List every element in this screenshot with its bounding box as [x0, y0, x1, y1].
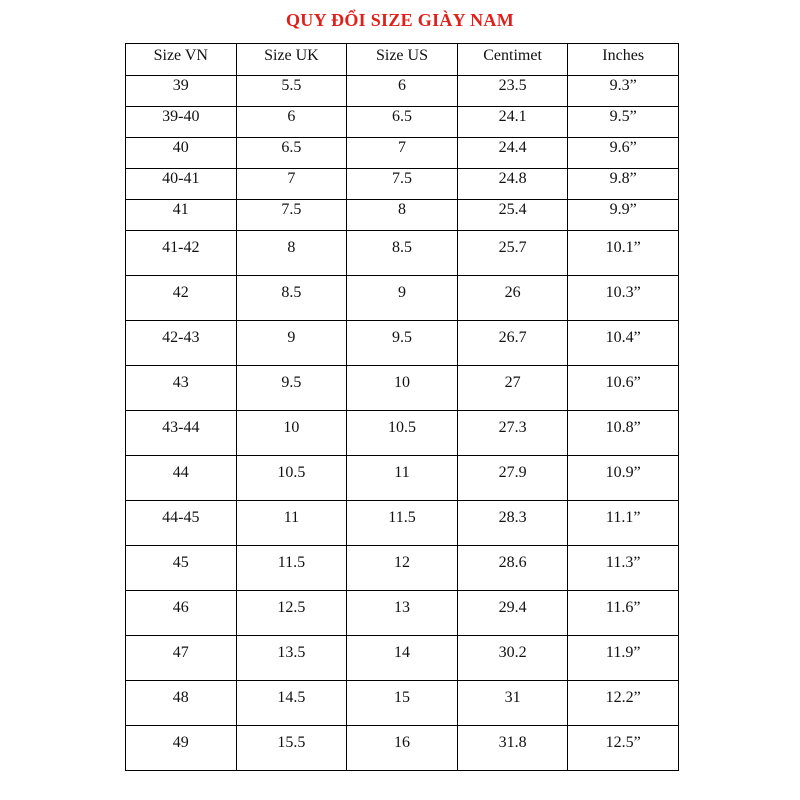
cell-size-us: 6.5: [347, 107, 458, 138]
header-size-uk: Size UK: [236, 44, 347, 76]
table-row: [126, 501, 679, 546]
header-centimet: Centimet: [457, 44, 568, 76]
cell-size-us: 12: [347, 546, 458, 591]
table-row: [126, 231, 679, 276]
cell-size-uk: 11.5: [236, 546, 347, 591]
cell-size-vn: 41: [126, 200, 237, 231]
cell-size-uk: 7.5: [236, 200, 347, 231]
cell-centimet: 24.4: [457, 138, 568, 169]
cell-inches: 10.8”: [568, 411, 679, 456]
cell-centimet: 27.9: [457, 456, 568, 501]
cell-inches: 12.2”: [568, 681, 679, 726]
cell-size-uk: 14.5: [236, 681, 347, 726]
cell-size-us: 16: [347, 726, 458, 771]
table-row: [126, 200, 679, 231]
cell-size-vn: 44-45: [126, 501, 237, 546]
table-row: [126, 411, 679, 456]
cell-size-us: 9: [347, 276, 458, 321]
cell-size-vn: 49: [126, 726, 237, 771]
cell-size-us: 11.5: [347, 501, 458, 546]
table-row: [126, 321, 679, 366]
cell-inches: 10.6”: [568, 366, 679, 411]
cell-size-vn: 45: [126, 546, 237, 591]
table-row: [126, 591, 679, 636]
cell-size-vn: 42: [126, 276, 237, 321]
table-row: [126, 138, 679, 169]
table-row: [126, 546, 679, 591]
cell-size-vn: 42-43: [126, 321, 237, 366]
cell-inches: 11.3”: [568, 546, 679, 591]
table-row: [126, 107, 679, 138]
cell-size-us: 8: [347, 200, 458, 231]
size-conversion-table: [125, 43, 679, 771]
table-header-row: [126, 44, 679, 76]
cell-size-us: 6: [347, 76, 458, 107]
cell-size-vn: 48: [126, 681, 237, 726]
cell-centimet: 23.5: [457, 76, 568, 107]
cell-centimet: 28.6: [457, 546, 568, 591]
cell-size-us: 14: [347, 636, 458, 681]
cell-inches: 10.4”: [568, 321, 679, 366]
header-size-us: Size US: [347, 44, 458, 76]
cell-size-vn: 47: [126, 636, 237, 681]
cell-size-uk: 15.5: [236, 726, 347, 771]
cell-inches: 10.3”: [568, 276, 679, 321]
cell-size-us: 15: [347, 681, 458, 726]
cell-size-uk: 13.5: [236, 636, 347, 681]
cell-size-us: 11: [347, 456, 458, 501]
cell-inches: 9.5”: [568, 107, 679, 138]
cell-size-vn: 39: [126, 76, 237, 107]
cell-size-uk: 10.5: [236, 456, 347, 501]
cell-size-vn: 40-41: [126, 169, 237, 200]
cell-size-us: 10: [347, 366, 458, 411]
cell-inches: 9.3”: [568, 76, 679, 107]
cell-inches: 11.1”: [568, 501, 679, 546]
cell-size-uk: 6.5: [236, 138, 347, 169]
cell-size-uk: 12.5: [236, 591, 347, 636]
cell-centimet: 26.7: [457, 321, 568, 366]
cell-centimet: 25.4: [457, 200, 568, 231]
table-row: [126, 169, 679, 200]
header-inches: Inches: [568, 44, 679, 76]
table-row: [126, 366, 679, 411]
cell-centimet: 27: [457, 366, 568, 411]
header-size-vn: Size VN: [126, 44, 237, 76]
cell-size-vn: 46: [126, 591, 237, 636]
cell-inches: 9.8”: [568, 169, 679, 200]
table-row: [126, 76, 679, 107]
cell-size-vn: 41-42: [126, 231, 237, 276]
cell-centimet: 31: [457, 681, 568, 726]
cell-centimet: 27.3: [457, 411, 568, 456]
cell-size-us: 7: [347, 138, 458, 169]
table-row: [126, 726, 679, 771]
cell-inches: 9.9”: [568, 200, 679, 231]
cell-size-uk: 8: [236, 231, 347, 276]
cell-inches: 11.9”: [568, 636, 679, 681]
cell-centimet: 31.8: [457, 726, 568, 771]
cell-size-uk: 5.5: [236, 76, 347, 107]
cell-size-us: 9.5: [347, 321, 458, 366]
table-row: [126, 456, 679, 501]
cell-inches: 10.1”: [568, 231, 679, 276]
cell-size-uk: 9: [236, 321, 347, 366]
cell-size-vn: 44: [126, 456, 237, 501]
cell-inches: 11.6”: [568, 591, 679, 636]
cell-size-uk: 11: [236, 501, 347, 546]
cell-size-vn: 40: [126, 138, 237, 169]
cell-size-us: 10.5: [347, 411, 458, 456]
table-row: [126, 681, 679, 726]
cell-centimet: 28.3: [457, 501, 568, 546]
cell-centimet: 30.2: [457, 636, 568, 681]
cell-centimet: 29.4: [457, 591, 568, 636]
table-row: [126, 276, 679, 321]
cell-centimet: 24.8: [457, 169, 568, 200]
cell-size-uk: 7: [236, 169, 347, 200]
cell-centimet: 25.7: [457, 231, 568, 276]
page-title: QUY ĐỔI SIZE GIÀY NAM: [286, 10, 514, 30]
cell-size-us: 8.5: [347, 231, 458, 276]
cell-centimet: 24.1: [457, 107, 568, 138]
cell-size-vn: 39-40: [126, 107, 237, 138]
cell-centimet: 26: [457, 276, 568, 321]
cell-size-uk: 6: [236, 107, 347, 138]
cell-inches: 9.6”: [568, 138, 679, 169]
cell-size-us: 7.5: [347, 169, 458, 200]
cell-size-uk: 10: [236, 411, 347, 456]
cell-size-uk: 9.5: [236, 366, 347, 411]
cell-inches: 10.9”: [568, 456, 679, 501]
cell-size-vn: 43: [126, 366, 237, 411]
cell-size-vn: 43-44: [126, 411, 237, 456]
cell-size-us: 13: [347, 591, 458, 636]
cell-size-uk: 8.5: [236, 276, 347, 321]
cell-inches: 12.5”: [568, 726, 679, 771]
table-row: [126, 636, 679, 681]
